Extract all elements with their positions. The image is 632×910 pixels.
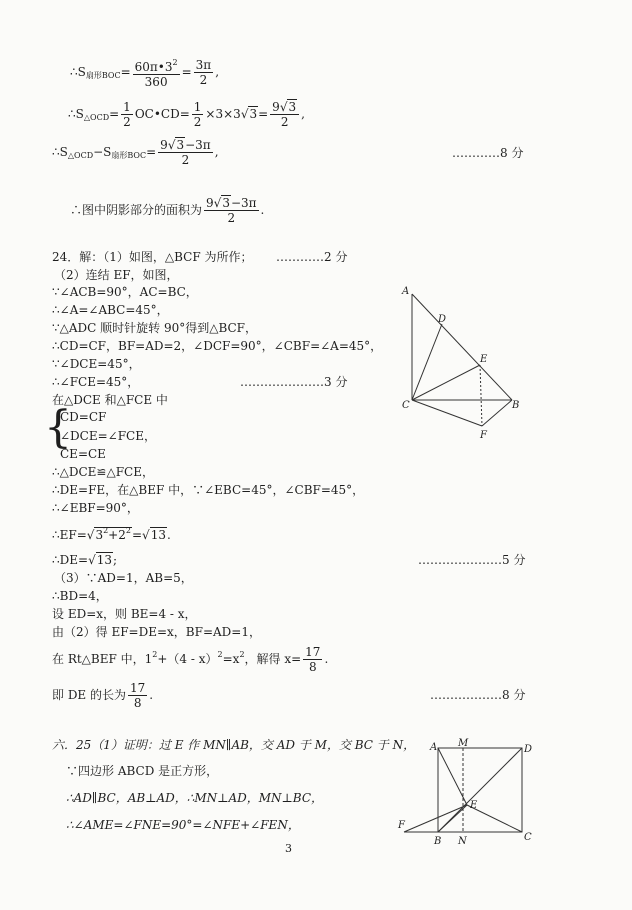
fraction: $\frac{9√3-3\pi}{2}$ [160, 138, 211, 167]
fraction: $\frac{17}{8}$ [130, 681, 146, 710]
seg-CD [412, 324, 442, 400]
seg-FE [404, 805, 467, 832]
q24-line11: ∴DE=FE，在△BEF 中，∵∠EBC=45°，∠CBF=45°， [52, 483, 365, 497]
figure-triangle [398, 280, 528, 450]
q24-score2: …………………3 分 [240, 375, 348, 389]
q24-case1: CD=CF [60, 410, 107, 424]
score-8-a: …………8 分 [452, 146, 524, 160]
fraction: $\frac{1}{2}$ [123, 100, 131, 129]
q24-line12: ∴∠EBF=90°， [52, 501, 139, 515]
label-N: N [458, 836, 467, 847]
seg-AE [438, 748, 467, 805]
q24-line6: ∴CD=CF，BF=AD=2，∠DCF=90°，∠CBF=∠A=45°， [52, 339, 383, 353]
diag-BD [438, 748, 522, 832]
q25-line4: ∴∠AME=∠FNE=90°=∠NFE+∠FEN， [66, 818, 300, 832]
q24-line16: ∴BD=4， [52, 589, 108, 603]
seg-CE [412, 365, 480, 400]
q24-line1: 24．解：（1）如图，△BCF 为所作； [52, 250, 253, 264]
label-C: C [402, 400, 410, 411]
q24-line18: 由（2）得 EF=DE=x，BF=AD=1， [52, 625, 261, 639]
seg-AB [412, 294, 512, 400]
line-shaded-area: ∴图中阴影部分的面积为 $\frac{9√3-3\pi}{2}$ . [70, 196, 265, 225]
label-D: D [524, 744, 533, 755]
fraction: $\frac{17}{8}$ [305, 645, 321, 674]
label-B: B [434, 836, 442, 847]
q24-line7: ∵∠DCE=45°， [52, 357, 141, 371]
q24-line5: ∵△ADC 顺时针旋转 90°得到△BCF， [52, 321, 258, 335]
q24-line17: 设 ED=x，则 BE=4 - x， [52, 607, 197, 621]
q24-line2: （2）连结 EF，如图， [54, 268, 179, 282]
label-E: E [470, 800, 478, 811]
fraction: $\frac{9√3-3\pi}{2}$ [206, 196, 257, 225]
label-B: B [512, 400, 520, 411]
label-D: D [438, 314, 447, 325]
line-triangle-area: $\therefore S_{\triangle OCD}=$ $\frac{1}{2}$ OC•CD= $\frac{1}{2}$ ×3×3√3= $\frac{9√3}{2}$ , [68, 100, 305, 129]
q25-line1: 六．25（1）证明：过 E 作 MN∥AB，交 AD 于 M，交 BC 于 N， [52, 738, 416, 752]
seg-EF [480, 365, 482, 426]
label-M: M [458, 738, 469, 749]
q24-score4: ………………8 分 [430, 688, 526, 702]
q25-line3: ∴AD∥BC，AB⊥AD，∴MN⊥AD，MN⊥BC， [66, 791, 324, 805]
q24-score3: …………………5 分 [418, 553, 526, 567]
q24-score1: …………2 分 [276, 250, 348, 264]
q24-line10: ∴△DCE≌△FCE， [52, 465, 154, 479]
q24-case2: ∠DCE=∠FCE， [60, 429, 156, 443]
q24-line20: 即 DE 的长为 $\frac{17}{8}$ . [52, 681, 154, 710]
q24-line4: ∴∠A=∠ABC=45°， [52, 303, 169, 317]
q24-line3: ∵∠ACB=90°，AC=BC， [52, 285, 198, 299]
seg-CF [412, 400, 482, 426]
page-number: 3 [285, 842, 292, 855]
case-brace: { [44, 402, 72, 453]
q24-line8: ∴∠FCE=45°， [52, 375, 140, 389]
fraction: $\frac{1}{2}$ [193, 100, 202, 129]
label-F: F [480, 430, 487, 441]
seg-BF [482, 400, 512, 426]
fraction: $\frac{3\pi}{2}$ [195, 58, 212, 87]
label-C: C [524, 832, 532, 843]
line-area-difference: $\therefore S_{\triangle OCD}-S_{扇形BOC}=$ $\frac{9√3-3\pi}{2}$ , [52, 138, 219, 167]
q24-line13: $\therefore EF=√3^2+2^2=√13$. [52, 526, 171, 542]
fraction: $\frac{9√3}{2}$ [270, 100, 299, 129]
q24-line14: ∴DE=√13; [52, 553, 118, 567]
q24-line9: 在△DCE 和△FCE 中 [52, 393, 168, 407]
fraction: $\frac{60\pi•3^2}{360}$ [134, 58, 178, 89]
label-A: A [430, 742, 438, 753]
line-sector-area: $\therefore S_{扇形BOC}=$ $\frac{60\pi•3^2}{360}$ = $\frac{3\pi}{2}$ , [70, 58, 220, 89]
q24-case3: CE=CE [60, 447, 106, 461]
label-A: A [402, 286, 410, 297]
label-F: F [398, 820, 405, 831]
q25-line2: ∵四边形 ABCD 是正方形， [66, 764, 219, 778]
q24-line19: 在 Rt△BEF 中，$1^2+(4 - x)^2=x^2$，解得 x= $\frac{17}{8}$ . [52, 645, 329, 674]
label-E: E [480, 354, 488, 365]
figure-square [392, 736, 542, 848]
q24-line15: （3）∵AD=1，AB=5， [54, 571, 193, 585]
